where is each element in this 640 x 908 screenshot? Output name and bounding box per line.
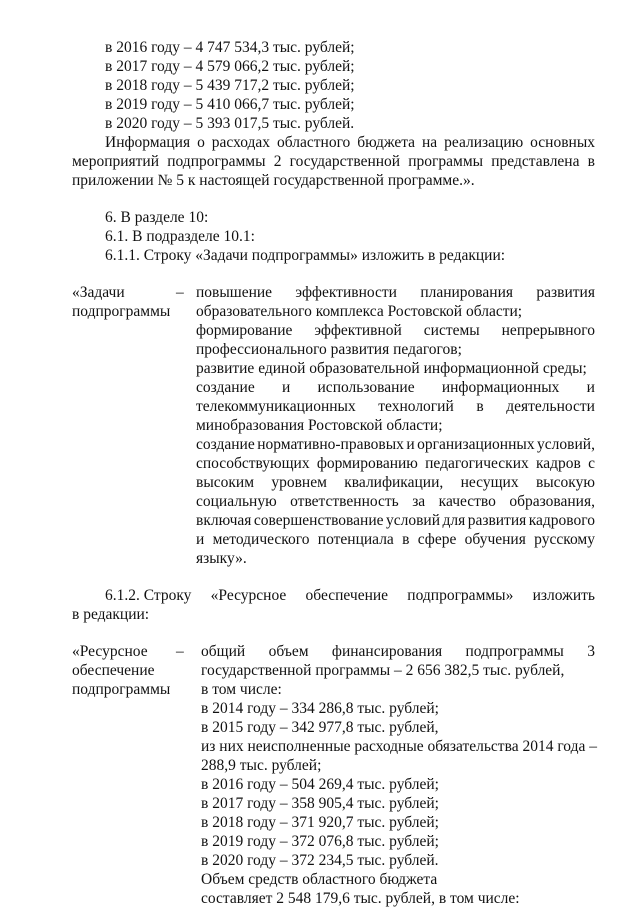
tasks-row-15: языку». [196,550,247,567]
resources-row-2017: в 2017 году – 358 905,4 тыс. рублей; [201,795,439,812]
tasks-row-3 [196,322,595,340]
word: информационных [441,379,560,396]
word: кадров [535,455,581,472]
resources-row-regional-total: составляет 2 548 179,6 тыс. рублей, в том числе: [201,890,520,907]
resources-row-2015: в 2015 году – 342 977,8 тыс. рублей, [201,719,439,736]
word: программы [408,153,484,170]
word: с [588,455,595,472]
info-para-line-2 [72,153,595,171]
word: эффективной [314,322,402,339]
tasks-label-line-2: подпрограммы [72,303,171,320]
resources-label-line-1: «Ресурсное [72,643,148,660]
tasks-row-6 [196,379,595,397]
word: сфере [417,531,457,548]
section-6-heading: 6. В разделе 10: [105,209,209,226]
section-6-1-heading: 6.1. В подразделе 10.1: [105,228,255,245]
word: высоким [196,474,254,491]
tasks-row-1 [196,284,595,302]
word: общий [201,643,246,660]
tasks-row-13 [196,512,595,530]
info-para-line-1 [105,134,595,152]
word: государственной [289,153,401,170]
word: непрерывного [501,322,595,339]
word: в [587,153,595,170]
resources-row-2018: в 2018 году – 371 920,7 тыс. рублей; [201,814,439,831]
word: бюджета [357,134,416,151]
word: условий, [537,436,595,453]
resources-row-2020: в 2020 году – 372 234,5 тыс. рублей. [201,852,439,869]
tasks-row-11 [196,474,595,492]
word: расходах [211,134,271,151]
word: о [197,134,205,151]
word: в [402,531,410,548]
resources-row-unfulfilled-amount: 288,9 тыс. рублей; [201,757,322,774]
word: потенциала [317,531,394,548]
word: образования, [509,493,595,510]
word: деятельности [506,398,595,415]
word: организационных [417,436,535,453]
word: включая [196,512,252,529]
section-6-1-2-line-1 [105,587,595,605]
info-para-line-3: приложении № 5 к настоящей государственной программе.». [72,172,475,189]
word: для [442,512,466,529]
word: Информация [105,134,191,151]
word: подпрограммы [465,643,564,660]
resources-row-2019: в 2019 году – 372 076,8 тыс. рублей; [201,833,439,850]
word: системы [423,322,480,339]
tasks-row-12 [196,493,595,511]
word: формированию [316,455,418,472]
word: повышение [196,284,273,301]
word: создание [196,379,255,396]
word: обеспечение [305,587,389,604]
resources-row-1 [201,643,595,661]
word: социальную [196,493,277,510]
word: и [281,379,291,396]
word: планирования [420,284,514,301]
tasks-label-line-1: «Задачи [72,284,125,301]
word: 2 [273,153,282,170]
word: несущих [460,474,519,491]
intro-year-2017: в 2017 году – 4 579 066,2 тыс. рублей; [105,58,355,75]
word: квалификации, [344,474,444,491]
tasks-row-5: развитие единой образовательной информационной среды; [196,360,587,377]
word: объем [268,643,309,660]
tasks-row-10 [196,455,595,473]
resources-row-2014: в 2014 году – 334 286,8 тыс. рублей; [201,700,439,717]
resources-label-line-3: подпрограммы [72,681,171,698]
word: кадрового [528,512,595,529]
word: технологий [378,398,454,415]
intro-year-2020: в 2020 году – 5 393 017,5 тыс. рублей. [105,115,355,132]
word: совершенствование [253,512,384,529]
resources-label-line-2: обеспечение [72,662,155,679]
word: 3 [587,643,595,660]
word: подпрограммы» [407,587,514,604]
word: нормативно-правовых [257,436,404,453]
word: и [586,379,595,396]
word: реализацию [444,134,524,151]
word: формирование [196,322,293,339]
word: качество [438,493,496,510]
word: областного [277,134,351,151]
tasks-row-2: образовательного комплекса Ростовской области; [196,303,523,320]
word: способствующих [196,455,310,472]
word: высокую [535,474,595,491]
word: ответственность [290,493,399,510]
tasks-row-9 [196,436,595,454]
word: развития [536,284,595,301]
word: изложить [532,587,595,604]
word: и [406,436,415,453]
resources-row-unfulfilled: из них неисполненные расходные обязательства 2014 года – [201,738,597,755]
word: «Ресурсное [210,587,287,604]
resources-row-2016: в 2016 году – 504 269,4 тыс. рублей; [201,776,439,793]
resources-row-3: в том числе: [201,681,282,698]
word: условий [385,512,441,529]
word: педагогических [425,455,529,472]
word: русскому [534,531,595,548]
tasks-row-14 [196,531,595,549]
tasks-row-8: минобразования Ростовской области; [196,417,443,434]
word: подпрограммы [167,153,266,170]
word: на [422,134,438,151]
tasks-row-7 [196,398,595,416]
intro-year-2018: в 2018 году – 5 439 717,2 тыс. рублей; [105,77,355,94]
word: уровнем [271,474,327,491]
word: методического [212,531,310,548]
word: за [412,493,426,510]
section-6-1-2-line-2: в редакции: [72,606,150,623]
section-6-1-1-heading: 6.1.1. Строку «Задачи подпрограммы» изложить в редакции: [105,247,506,264]
word: в [476,398,484,415]
word: создание [196,436,255,453]
resources-row-2: государственной программы – 2 656 382,5 тыс. рублей, [201,662,565,679]
word: основных [530,134,595,151]
word: и [196,531,205,548]
tasks-dash: – [176,284,184,301]
word: обучения [464,531,526,548]
resources-row-regional-budget: Объем средств областного бюджета [201,871,438,888]
word: финансирования [331,643,443,660]
word: развития [467,512,527,529]
word: телекоммуникационных [196,398,356,415]
word: представлена [491,153,580,170]
intro-year-2016: в 2016 году – 4 747 534,3 тыс. рублей; [105,39,355,56]
word: использование [317,379,415,396]
tasks-row-4: профессионального развития педагогов; [196,341,462,358]
word: мероприятий [72,153,160,170]
word: 6.1.2. Строку [105,587,192,604]
resources-dash: – [176,643,184,660]
word: эффективности [295,284,397,301]
intro-year-2019: в 2019 году – 5 410 066,7 тыс. рублей; [105,96,355,113]
